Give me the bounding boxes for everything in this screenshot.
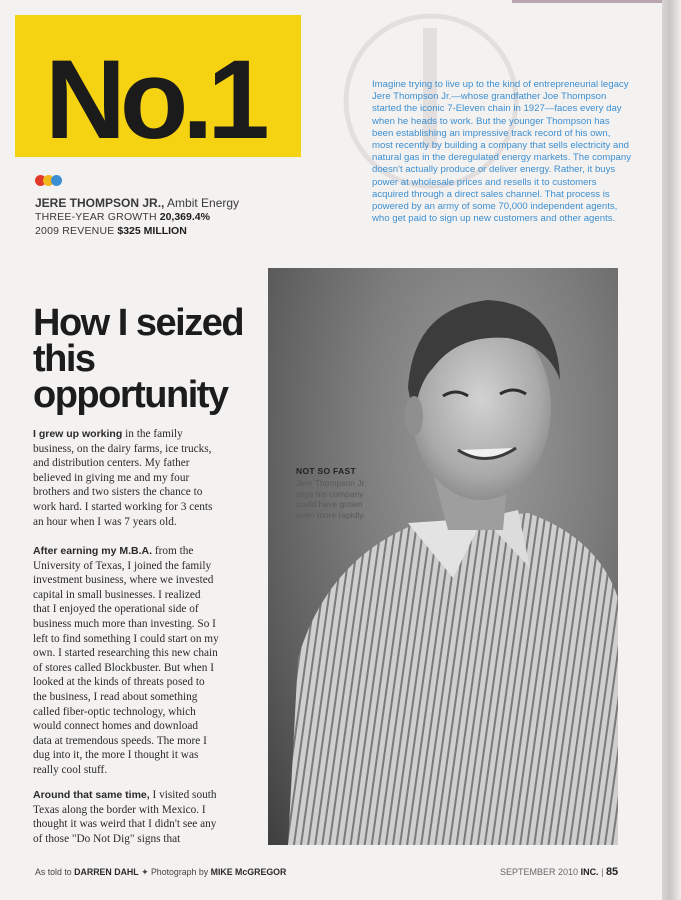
portrait-illustration bbox=[268, 268, 618, 845]
article-headline: How I seized this opportunity bbox=[33, 302, 244, 416]
profile-name: JERE THOMPSON JR., bbox=[35, 196, 165, 210]
magazine-name: INC. bbox=[580, 867, 599, 877]
photographer-name: MIKE McGREGOR bbox=[210, 867, 287, 877]
photo-caption-text: Jere Thompson Jr. says his company could have grown even more rapidly. bbox=[296, 478, 367, 520]
page-folio: SEPTEMBER 2010 INC. | 85 bbox=[500, 866, 619, 878]
growth-label: THREE-YEAR GROWTH bbox=[35, 211, 157, 223]
separator-icon: ✦ bbox=[141, 867, 149, 877]
profile-stats bbox=[35, 196, 265, 238]
body-paragraph-2 bbox=[33, 544, 219, 778]
top-rule bbox=[512, 0, 662, 3]
body-paragraph-3 bbox=[33, 788, 219, 846]
paragraph-lead: After earning my M.B.A. bbox=[33, 545, 153, 557]
paragraph-text: in the family business, on the dairy farms, ice trucks, and distribution centers. My father believed in giving me and my four brothers and two sisters the chance to work hard. I started working for 3 cents an hour when I was 7 years old. bbox=[33, 428, 213, 528]
page-edge bbox=[662, 0, 681, 900]
revenue-value: $325 MILLION bbox=[117, 224, 187, 237]
photo-caption-title: NOT SO FAST bbox=[296, 466, 356, 476]
profile-company: Ambit Energy bbox=[167, 196, 240, 210]
ranking-block bbox=[15, 15, 301, 162]
issue-date: SEPTEMBER 2010 bbox=[500, 867, 579, 877]
writer-name: DARREN DAHL bbox=[74, 867, 139, 877]
paragraph-lead: I grew up working bbox=[33, 428, 123, 440]
page-number: 85 bbox=[605, 866, 619, 878]
intro-paragraph: Imagine trying to live up to the kind of entrepreneurial legacy Jere Thompson Jr.—whose grandfather Joe Thompson started the iconic 7-Eleven chain in 1927—faces every day when he heads to work. But the younger Thompson has been establishing an impressive track record of his own, most recently by building a company that sells electricity and natural gas in the deregulated energy markets. The company doesn't actually produce or deliver energy. Rather, it buys power at wholesale prices and resells it to customers acquired through a direct sales channel. That process is powered by an army of some 70,000 independent agents, who get paid to sign up new customers and other agents. bbox=[372, 79, 632, 225]
revenue-label: 2009 REVENUE bbox=[35, 224, 115, 237]
credit-line: As told to DARREN DAHL ✦ Photograph by MIKE McGREGOR bbox=[35, 867, 287, 877]
paragraph-lead: Around that same time, bbox=[33, 789, 150, 801]
ranking-number: No.1 bbox=[45, 37, 264, 162]
portrait-photo bbox=[268, 268, 618, 845]
paragraph-text: from the University of Texas, I joined the family investment business, where we invested capital in small businesses. I realized that I enjoyed the operational side of business much more than investing. So I left to find something I could start on my own. I started researching this new chain of stores called Blockbuster. But when I looked at the kinds of threats posed to the business, I read about something called fiber-optic technology, which would connect homes and download data at tremendous speeds. The more I dug into it, the more I thought it was really cool stuff. bbox=[33, 545, 219, 776]
paragraph-text: I visited south Texas along the border with Mexico. I thought it was weird that I didn't see any of those "Do Not Dig" signs that bbox=[33, 789, 217, 845]
growth-value: 20,369.4% bbox=[159, 211, 210, 223]
body-paragraph-1 bbox=[33, 427, 219, 529]
